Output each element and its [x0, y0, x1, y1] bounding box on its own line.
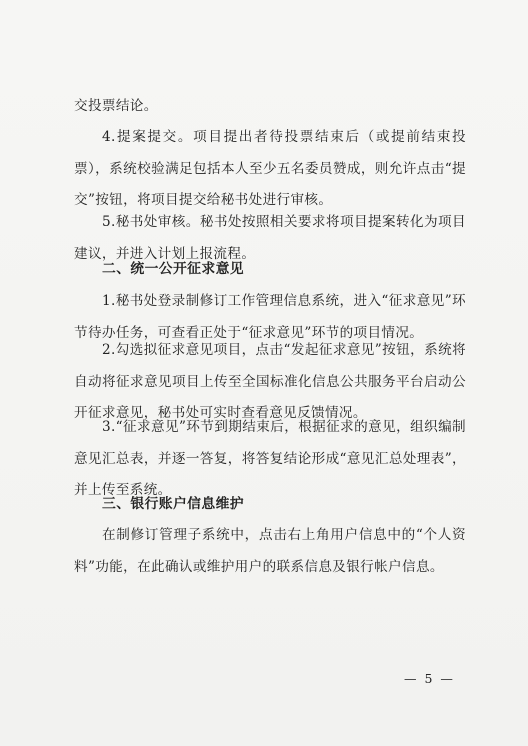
paragraph-continuation: 交投票结论。 [74, 98, 158, 114]
page-number: — 5 — [404, 671, 455, 686]
paragraph-bank-account: 在制修订管理子系统中，点击右上角用户信息中的“个人资料”功能，在此确认或维护用户的联系信息及银行帐户信息。 [74, 527, 466, 575]
paragraph-secretariat-review: 5.秘书处审核。秘书处按照相关要求将项目提案转化为项目建议，并进入计划上报流程。 [74, 214, 466, 262]
paragraph-consultation-launch: 2.勾选拟征求意见项目，点击“发起征求意见”按钮，系统将自动将征求意见项目上传至全国标准化信息公共服务平台启动公开征求意见，秘书处可实时查看意见反馈情况。 [74, 342, 466, 421]
paragraph-proposal-submit: 4.提案提交。项目提出者待投票结束后（或提前结束投票），系统校验满足包括本人至少五名委员赞成，则允许点击“提交”按钮，将项目提交给秘书处进行审核。 [74, 129, 466, 208]
section-heading-consultation: 二、统一公开征求意见 [102, 261, 244, 277]
paragraph-consultation-login: 1.秘书处登录制修订工作管理信息系统，进入“征求意见”环节待办任务，可查看正处于“征求意见”环节的项目情况。 [74, 293, 466, 341]
section-heading-bank-account: 三、银行账户信息维护 [102, 496, 244, 512]
paragraph-consultation-summary: 3.“征求意见”环节到期结束后，根据征求的意见，组织编制意见汇总表，并逐一答复，将答复结论形成“意见汇总处理表”，并上传至系统。 [74, 419, 466, 498]
